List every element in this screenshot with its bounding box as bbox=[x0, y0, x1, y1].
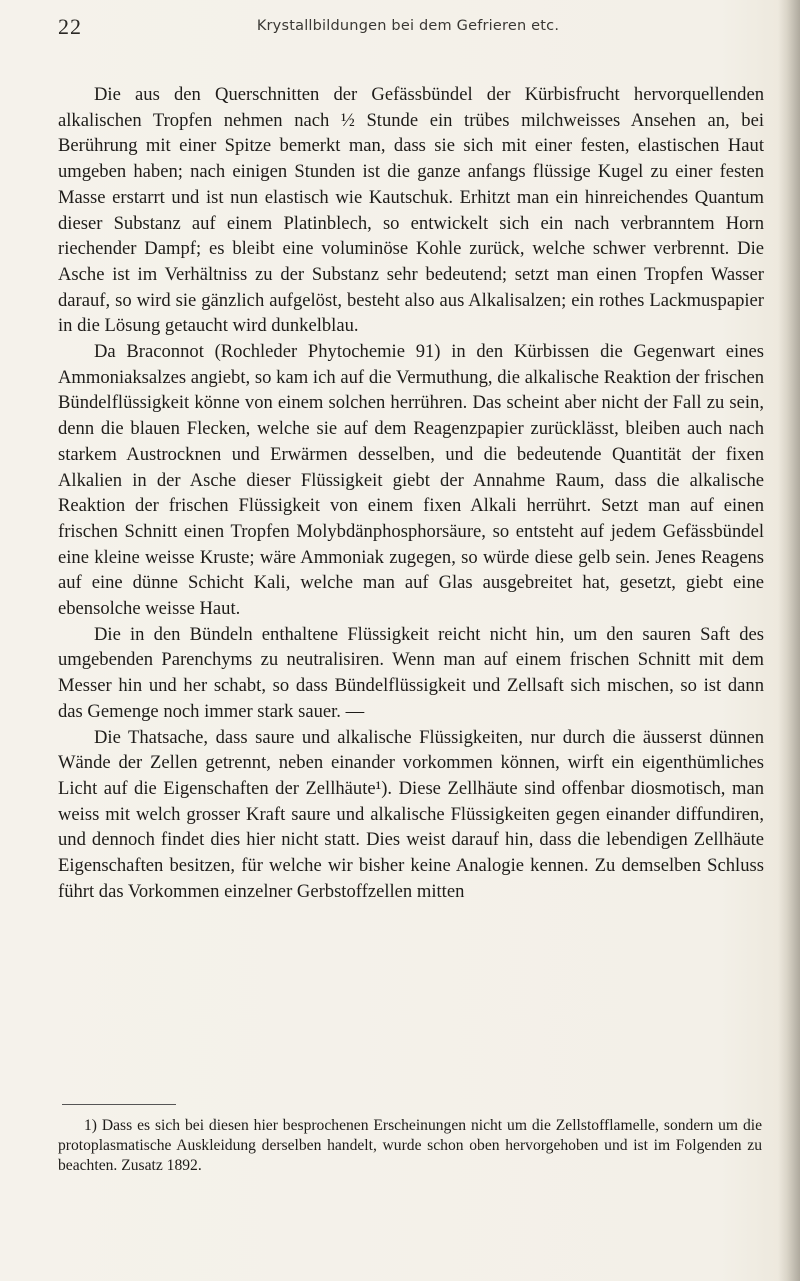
paragraph: Die aus den Querschnitten der Gefässbündel der Kürbisfrucht hervorquellenden alkalischen Tropfen nehmen nach ½ Stunde ein trübes milchweisses Ansehen an, bei Berührung mit einer Spitze bemerkt man, dass sie sich mit einer festen, elastischen Haut umgeben haben; nach einigen Stunden ist die ganze anfangs flüssige Kugel zu einer festen Masse erstarrt und ist nun elastisch wie Kautschuk. Erhitzt man ein hinreichendes Quantum dieser Substanz auf einem Platinblech, so entwickelt sich ein nach verbranntem Horn riechender Dampf; es bleibt eine voluminöse Kohle zurück, welche schwer verbrennt. Die Asche ist im Verhältniss zu der Substanz sehr bedeutend; setzt man einen Tropfen Wasser darauf, so wird sie gänzlich aufgelöst, besteht also aus Alkalisalzen; ein rothes Lackmuspapier in die Lösung getaucht wird dunkelblau. bbox=[58, 84, 764, 337]
footnote-divider bbox=[62, 1104, 176, 1105]
paragraph: Die in den Bündeln enthaltene Flüssigkeit reicht nicht hin, um den sauren Saft des umgebenden Parenchyms zu neutralisiren. Wenn man auf einem frischen Schnitt mit dem Messer hin und her schabt, so dass Bündelflüssigkeit und Zellsaft sich mischen, so ist dann das Gemenge noch immer stark sauer. — bbox=[58, 623, 764, 722]
running-title: Krystallbildungen bei dem Gefrieren etc. bbox=[256, 18, 560, 34]
body-text bbox=[58, 82, 764, 905]
page-edge-shadow bbox=[778, 0, 800, 1281]
footnote bbox=[58, 1116, 762, 1176]
footnote-text: 1) Dass es sich bei diesen hier besprochenen Erscheinungen nicht um die Zellstofflamelle, sondern um die protoplasmatische Auskleidung derselben handelt, wurde schon oben hervorgehoben und ist im Folgenden zu beachten. Zusatz 1892. bbox=[58, 1117, 762, 1174]
page-header bbox=[58, 14, 758, 44]
paragraph: Die Thatsache, dass saure und alkalische Flüssigkeiten, nur durch die äusserst dünnen Wände der Zellen getrennt, neben einander vorkommen können, wirft ein eigenthümliches Licht auf die Eigenschaften der Zellhäute¹). Diese Zellhäute sind offenbar diosmotisch, man weiss mit welch grosser Kraft saure und alkalische Flüssigkeiten gegen einander diffundiren, und dennoch findet dies hier nicht statt. Dies weist darauf hin, dass die lebendigen Zellhäute Eigenschaften besitzen, für welche wir bisher keine Analogie kennen. Zu demselben Schluss führt das Vorkommen einzelner Gerbstoffzellen mitten bbox=[58, 726, 764, 902]
paragraph: Da Braconnot (Rochleder Phytochemie 91) in den Kürbissen die Gegenwart eines Ammoniaksalzes angiebt, so kam ich auf die Vermuthung, die alkalische Reaktion der frischen Bündelflüssigkeit könne von einem solchen herrühren. Das scheint aber nicht der Fall zu sein, denn die blauen Flecken, welche sie auf dem Reagenzpapier zurücklässt, bleiben auch nach starkem Austrocknen und Erwärmen desselben, und die bedeutende Quantität der fixen Alkalien in der Asche dieser Flüssigkeit giebt der Annahme Raum, dass die alkalische Reaktion der frischen Flüssigkeit von einem fixen Alkali herrührt. Setzt man auf einen frischen Schnitt einen Tropfen Molybdänphosphorsäure, so entsteht auf jedem Gefässbündel eine kleine weisse Kruste; wäre Ammoniak zugegen, so würde diese gelb sein. Jenes Reagens auf eine dünne Schicht Kali, welche man auf Glas ausgebreitet hat, gesetzt, giebt eine ebensolche weisse Haut. bbox=[58, 341, 764, 620]
page-number: 22 bbox=[58, 14, 82, 39]
